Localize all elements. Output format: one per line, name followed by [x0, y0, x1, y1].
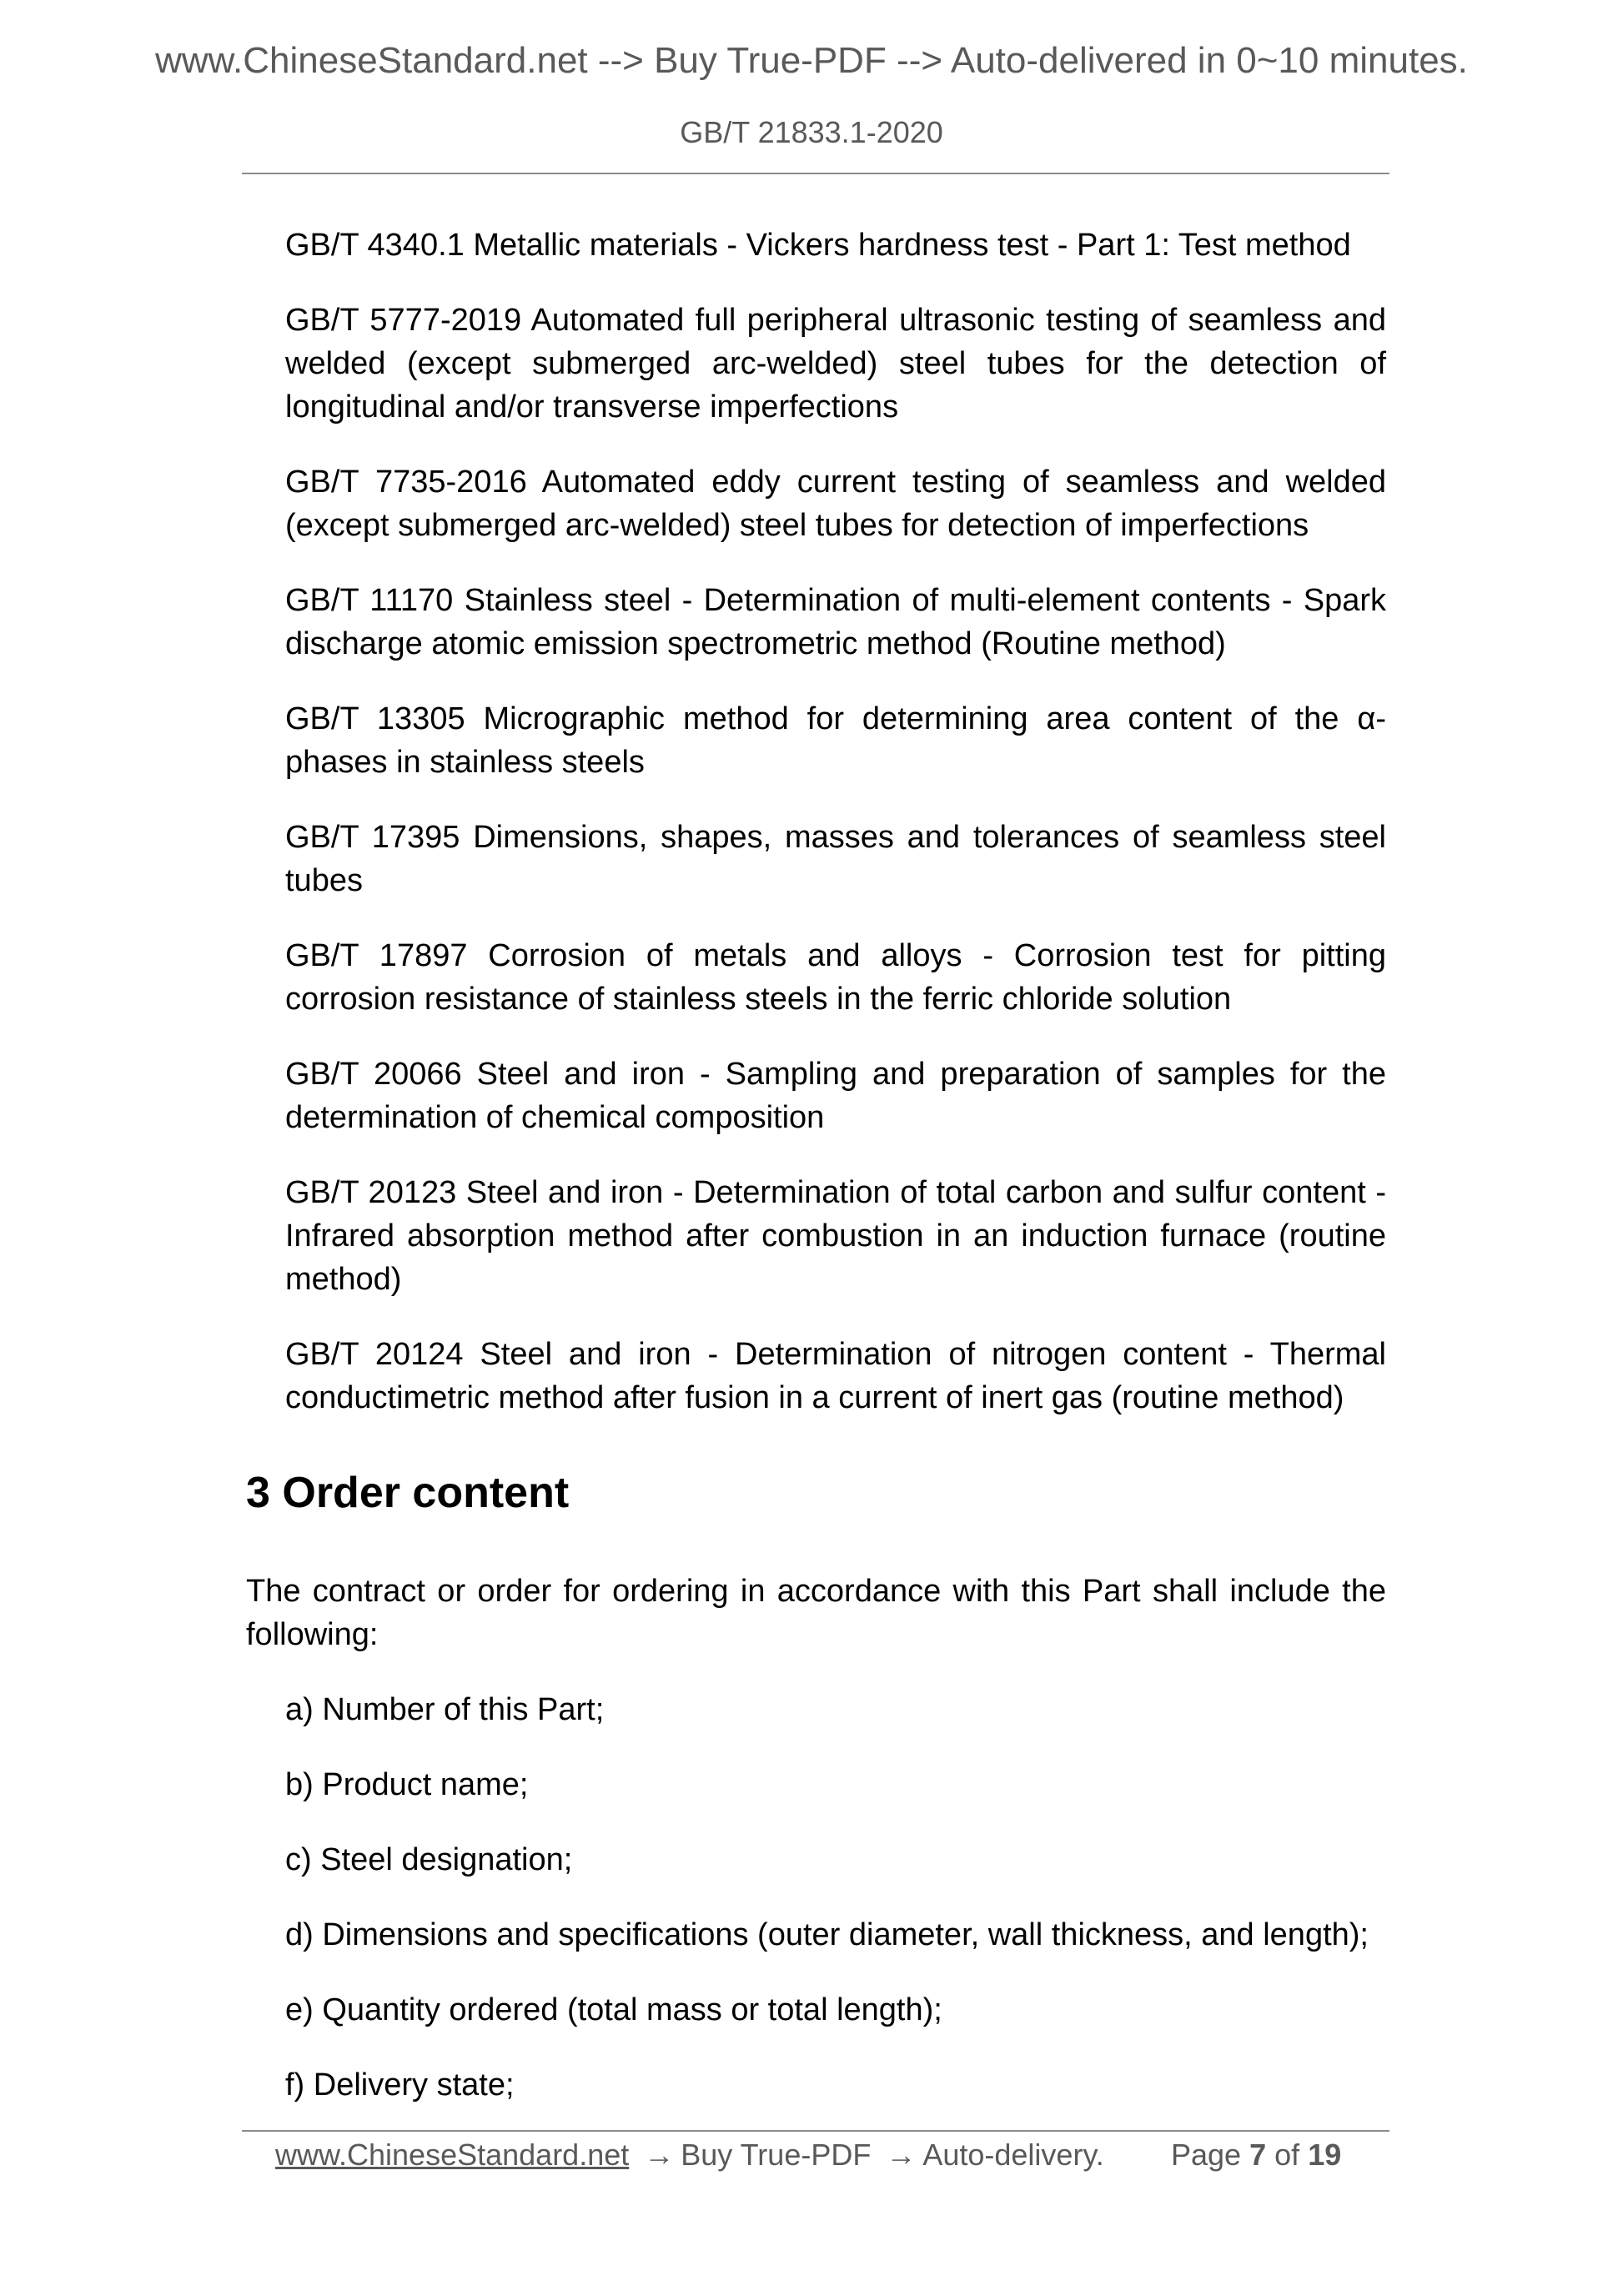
footer-divider — [242, 2130, 1389, 2132]
page-total: 19 — [1308, 2138, 1342, 2172]
footer-auto-text: Auto-delivery. — [922, 2138, 1104, 2172]
footer-site-link[interactable]: www.ChineseStandard.net — [275, 2138, 630, 2172]
order-item: b) Product name; — [285, 1767, 529, 1802]
order-item: c) Steel designation; — [285, 1842, 573, 1877]
reference-item: GB/T 17897 Corrosion of metals and alloys - Corrosion test for pitting corrosion resistance of stainless steels in the ferric chloride solution — [285, 938, 1386, 1017]
page-label: Page — [1171, 2138, 1242, 2172]
order-item: e) Quantity ordered (total mass or total length); — [285, 1992, 942, 2027]
arrow-right-icon: → — [886, 2138, 917, 2172]
page-of-label: of — [1274, 2138, 1300, 2172]
footer-buy-text: Buy True-PDF — [681, 2138, 872, 2172]
page-footer — [275, 2133, 1359, 2177]
section-heading: 3 Order content — [246, 1469, 570, 1517]
header-divider — [242, 173, 1389, 174]
order-content-list — [285, 1688, 1411, 2138]
site-banner: www.ChineseStandard.net --> Buy True-PDF --> Auto-delivered in 0~10 minutes. — [155, 40, 1468, 81]
reference-item: GB/T 20066 Steel and iron - Sampling and preparation of samples for the determination of chemical composition — [285, 1057, 1386, 1135]
document-code: GB/T 21833.1-2020 — [680, 115, 943, 149]
reference-item: GB/T 5777-2019 Automated full peripheral ultrasonic testing of seamless and welded (except submerged arc-welded) steel tubes for the detection of longitudinal and/or transverse imperfections — [285, 303, 1386, 425]
page-indicator — [1171, 2133, 1341, 2177]
reference-item: GB/T 4340.1 Metallic materials - Vickers hardness test - Part 1: Test method — [285, 228, 1351, 263]
normative-references-list — [285, 224, 1386, 1451]
order-item: d) Dimensions and specifications (outer diameter, wall thickness, and length); — [285, 1917, 1369, 1952]
reference-item: GB/T 17395 Dimensions, shapes, masses and tolerances of seamless steel tubes — [285, 820, 1386, 898]
page-current: 7 — [1249, 2138, 1267, 2172]
reference-item: GB/T 13305 Micrographic method for determining area content of the α-phases in stainless steels — [285, 701, 1386, 780]
reference-item: GB/T 20124 Steel and iron - Determination of nitrogen content - Thermal conductimetric method after fusion in a current of inert gas (routine method) — [285, 1337, 1386, 1415]
order-item: f) Delivery state; — [285, 2067, 515, 2103]
reference-item: GB/T 7735-2016 Automated eddy current testing of seamless and welded (except submerged arc-welded) steel tubes for detection of imperfections — [285, 465, 1386, 543]
section-intro: The contract or order for ordering in accordance with this Part shall include the following: — [246, 1574, 1386, 1652]
reference-item: GB/T 20123 Steel and iron - Determination of total carbon and sulfur content - Infrared absorption method after combustion in an induction furnace (routine method) — [285, 1175, 1386, 1297]
order-item: a) Number of this Part; — [285, 1692, 605, 1727]
reference-item: GB/T 11170 Stainless steel - Determination of multi-element contents - Spark discharge atomic emission spectrometric method (Routine method) — [285, 583, 1386, 661]
arrow-right-icon: → — [644, 2138, 675, 2172]
